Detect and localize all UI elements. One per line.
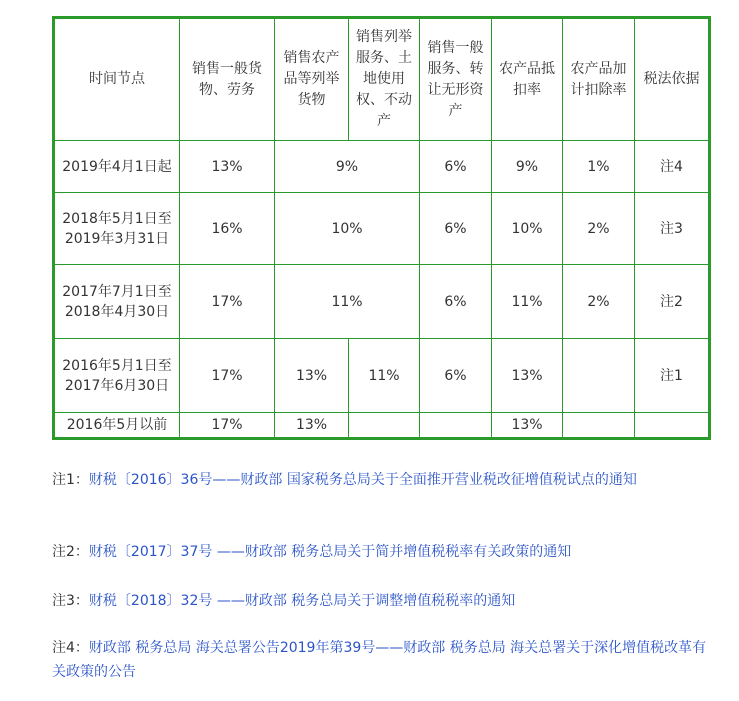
cell-agri-goods-and-services: 11%	[275, 265, 420, 339]
note-3-prefix: 注3：	[52, 593, 89, 609]
note-4-link[interactable]: 财政部 税务总局 海关总署公告2019年第39号——财政部 税务总局 海关总署关于深化增值税改革有关政策的公告	[52, 640, 707, 680]
cell-agri-goods-and-services: 10%	[275, 193, 420, 265]
cell-basis	[635, 413, 710, 439]
cell-period: 2016年5月1日至2017年6月30日	[54, 339, 180, 413]
note-1-prefix: 注1：	[52, 472, 89, 488]
cell-agri-extra-deduction	[563, 339, 635, 413]
header-cell-general-services: 销售一般服务、转让无形资产	[420, 18, 492, 141]
note-3	[52, 589, 720, 613]
cell-agri-deduction: 10%	[492, 193, 563, 265]
cell-listed-services	[349, 413, 420, 439]
table-row	[54, 193, 710, 265]
note-2-prefix: 注2：	[52, 544, 89, 560]
cell-general-services: 6%	[420, 265, 492, 339]
cell-agri-extra-deduction: 1%	[563, 141, 635, 193]
header-cell-basis: 税法依据	[635, 18, 710, 141]
cell-general-goods: 13%	[180, 141, 275, 193]
note-1-link[interactable]: 财税〔2016〕36号——财政部 国家税务总局关于全面推开营业税改征增值税试点的通知	[88, 472, 637, 488]
cell-general-goods: 17%	[180, 413, 275, 439]
cell-general-services: 6%	[420, 339, 492, 413]
header-cell-agri-goods: 销售农产品等列举货物	[275, 18, 349, 141]
cell-agri-deduction: 13%	[492, 413, 563, 439]
cell-period: 2019年4月1日起	[54, 141, 180, 193]
cell-agri-deduction: 9%	[492, 141, 563, 193]
cell-agri-extra-deduction: 2%	[563, 265, 635, 339]
cell-agri-goods: 13%	[275, 339, 349, 413]
header-cell-general-goods: 销售一般货物、劳务	[180, 18, 275, 141]
cell-period: 2017年7月1日至2018年4月30日	[54, 265, 180, 339]
table-row	[54, 265, 710, 339]
table-row	[54, 413, 710, 439]
cell-general-services: 6%	[420, 141, 492, 193]
note-4-prefix: 注4：	[52, 640, 89, 656]
header-cell-agri-extra-deduction: 农产品加计扣除率	[563, 18, 635, 141]
table-row	[54, 141, 710, 193]
cell-basis: 注1	[635, 339, 710, 413]
cell-listed-services: 11%	[349, 339, 420, 413]
note-1	[52, 468, 720, 492]
table-row	[54, 339, 710, 413]
header-cell-period: 时间节点	[54, 18, 180, 141]
table-header-row	[54, 18, 710, 141]
cell-agri-goods: 13%	[275, 413, 349, 439]
note-2-link[interactable]: 财税〔2017〕37号 ——财政部 税务总局关于简并增值税税率有关政策的通知	[88, 544, 572, 560]
vat-rate-table	[52, 16, 711, 440]
vat-rate-table-container	[52, 16, 711, 440]
cell-agri-deduction: 11%	[492, 265, 563, 339]
header-cell-agri-deduction: 农产品抵扣率	[492, 18, 563, 141]
note-2	[52, 540, 720, 564]
cell-agri-extra-deduction: 2%	[563, 193, 635, 265]
cell-agri-deduction: 13%	[492, 339, 563, 413]
cell-general-services	[420, 413, 492, 439]
cell-general-goods: 16%	[180, 193, 275, 265]
cell-agri-goods-and-services: 9%	[275, 141, 420, 193]
cell-agri-extra-deduction	[563, 413, 635, 439]
cell-period: 2016年5月以前	[54, 413, 180, 439]
cell-general-goods: 17%	[180, 339, 275, 413]
note-3-link[interactable]: 财税〔2018〕32号 ——财政部 税务总局关于调整增值税税率的通知	[88, 593, 516, 609]
cell-basis: 注2	[635, 265, 710, 339]
cell-period: 2018年5月1日至2019年3月31日	[54, 193, 180, 265]
cell-basis: 注4	[635, 141, 710, 193]
header-cell-listed-services: 销售列举服务、土地使用权、不动产	[349, 18, 420, 141]
cell-general-services: 6%	[420, 193, 492, 265]
note-4	[52, 636, 720, 684]
cell-basis: 注3	[635, 193, 710, 265]
cell-general-goods: 17%	[180, 265, 275, 339]
